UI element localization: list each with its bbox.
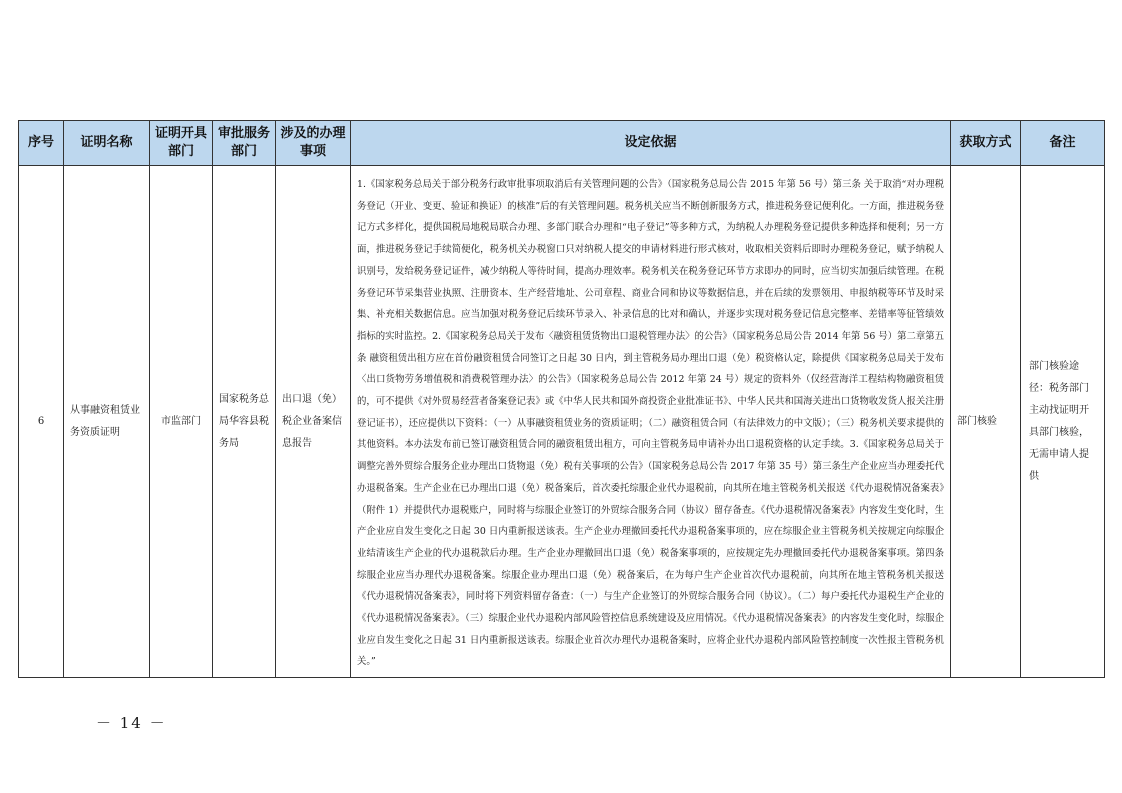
cell-approver: 国家税务总局华容县税务局 xyxy=(213,166,276,678)
header-note: 备注 xyxy=(1021,121,1105,166)
cell-index: 6 xyxy=(19,166,64,678)
header-index: 序号 xyxy=(19,121,64,166)
cell-issuer: 市监部门 xyxy=(150,166,213,678)
cell-note: 部门核验途径：税务部门主动找证明开具部门核验，无需申请人提供 xyxy=(1021,166,1105,678)
cell-matter: 出口退（免）税企业备案信息报告 xyxy=(276,166,351,678)
table-row xyxy=(19,166,1105,678)
header-approver: 审批服务部门 xyxy=(213,121,276,166)
cell-method: 部门核验 xyxy=(951,166,1021,678)
header-matter: 涉及的办理事项 xyxy=(276,121,351,166)
header-name: 证明名称 xyxy=(64,121,150,166)
header-method: 获取方式 xyxy=(951,121,1021,166)
table-header-row xyxy=(19,121,1105,166)
cell-basis: 1.《国家税务总局关于部分税务行政审批事项取消后有关管理问题的公告》（国家税务总局公告 2015 年第 56 号）第三条 关于取消“对办理税务登记（开业、变更、验证和换证）的核准”后的有关管理问题。税务机关应当不断创新服务方式，推进税务登记便利化。一方面，推进税务登记方式多样化，提供国税局地税局联合办理、多部门联合办理和“电子登记”等多种方式，为纳税人办理税务登记提供多种选择和便利；另一方面，推进税务登记手续简便化，税务机关办税窗口只对纳税人提交的申请材料进行形式核对，收取相关资料后即时办理税务登记，赋予纳税人识别号，发给税务登记证件，减少纳税人等待时间，提高办理效率。税务机关在税务登记环节方求即办的同时，应当切实加强后续管理。在税务登记环节采集营业执照、注册资本、生产经营地址、公司章程、商业合同和协议等数据信息，并在后续的发票领用、申报纳税等环节及时采集、补充相关数据信息。应当加强对税务登记后续环节录入、补录信息的比对和确认，并逐步实现对税务登记信息完整率、差错率等征管绩效指标的实时监控。2.《国家税务总局关于发布〈融资租赁货物出口退税管理办法〉的公告》（国家税务总局公告 2014 年第 56 号）第二章第五条 融资租赁出租方应在首份融资租赁合同签订之日起 30 日内，到主管税务局办理出口退（免）税资格认定，除提供《国家税务总局关于发布〈出口货物劳务增值税和消费税管理办法〉的公告》（国家税务总局公告 2012 年第 24 号）规定的资料外（仅经营海洋工程结构物融资租赁的，可不提供《对外贸易经营者备案登记表》或《中华人民共和国外商投资企业批准证书》、中华人民共和国海关进出口货物收发货人报关注册登记证书），还应提供以下资料：（一）从事融资租赁业务的资质证明；（二）融资租赁合同（有法律效力的中文版）；（三）税务机关要求提供的其他资料。本办法发布前已签订融资租赁合同的融资租赁出租方，可向主管税务局申请补办出口退税资格的认定手续。3.《国家税务总局关于调整完善外贸综合服务企业办理出口货物退（免）税有关事项的公告》（国家税务总局公告 2017 年第 35 号）第三条生产企业应当办理委托代办退税备案。生产企业在已办理出口退（免）税备案后，首次委托综服企业代办退税前，向其所在地主管税务机关报送《代办退税情况备案表》（附件 1）并提供代办退税账户，同时将与综服企业签订的外贸综合服务合同（协议）留存备查。《代办退税情况备案表》内容发生变化时，生产企业应自发生变化之日起 30 日内重新报送该表。生产企业办理撤回委托代办退税备案事项的，应在综服企业主管税务机关按规定向综服企业结清该生产企业的代办退税款后办理。生产企业办理撤回出口退（免）税备案事项的，应按规定先办理撤回委托代办退税备案事项。第四条 综服企业应当办理代办退税备案。综服企业办理出口退（免）税备案后，在为每户生产企业首次代办退税前，向其所在地主管税务机关报送《代办退税情况备案表》，同时将下列资料留存备查：（一）与生产企业签订的外贸综合服务合同（协议）。（二）每户委托代办退税生产企业的《代办退税情况备案表》。（三）综服企业代办退税内部风险管控信息系统建设及应用情况。《代办退税情况备案表》的内容发生变化时，综服企业应自发生变化之日起 31 日内重新报送该表。综服企业首次办理代办退税备案时，应将企业代办退税内部风险管控制度一次性报主管税务机关。” xyxy=(351,166,951,678)
page-number: － 14 － xyxy=(96,714,167,732)
certificate-table xyxy=(18,120,1105,678)
header-basis: 设定依据 xyxy=(351,121,951,166)
header-issuer: 证明开具部门 xyxy=(150,121,213,166)
cell-name: 从事融资租赁业务资质证明 xyxy=(64,166,150,678)
